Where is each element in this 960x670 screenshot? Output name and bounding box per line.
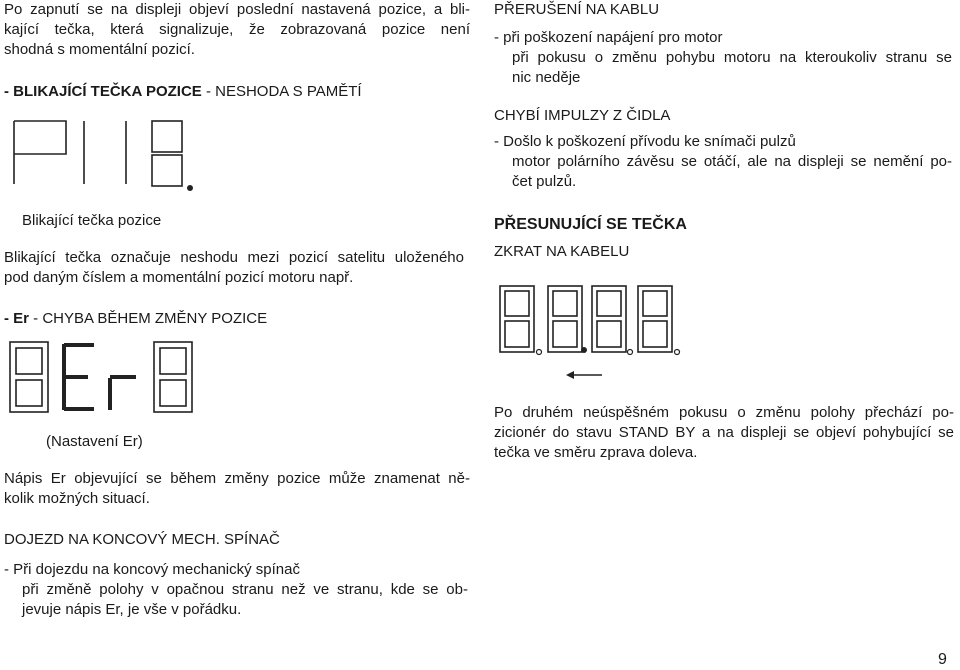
digit-8-4 bbox=[638, 286, 672, 352]
arrow-left-icon bbox=[566, 371, 602, 379]
description-3-line-1: Po druhém neúspěšném pokusu o změnu polohy přechází po- bbox=[494, 404, 954, 421]
dot-hollow bbox=[628, 350, 633, 355]
heading-rest-part: - NESHODA S PAMĚTÍ bbox=[201, 83, 362, 100]
caption-error-setting: (Nastavení Er) bbox=[46, 433, 143, 450]
end-switch-item-line-3: jevuje nápis Er, je vše v pořádku. bbox=[22, 601, 242, 618]
cable-break-item-line-3: nic neděje bbox=[512, 69, 581, 86]
description-3-line-2: zicionér do stavu STAND BY a na displeji se objeví pohybující se bbox=[494, 424, 954, 441]
caption-blinking-dot: Blikající tečka pozice bbox=[22, 212, 162, 229]
sensor-item-line-3: čet pulzů. bbox=[512, 173, 577, 190]
digit-8-2 bbox=[548, 286, 582, 352]
intro-line-1: Po zapnutí se na displeji objeví poslední nastavená pozice, a bli- bbox=[4, 1, 470, 18]
sensor-item-line-1: - Došlo k poškození přívodu ke snímači pulzů bbox=[494, 133, 796, 150]
intro-line-2: kající tečka, která signalizuje, že zobrazovaná pozice není bbox=[4, 21, 470, 38]
sensor-item-line-2: motor polárního závěsu se otáčí, ale na displeji se nemění po- bbox=[512, 153, 952, 170]
cable-break-item-line-1: - při poškození napájení pro motor bbox=[494, 29, 723, 46]
description-1-line-2: pod daným číslem a momentální pozicí motoru např. bbox=[4, 269, 354, 286]
page-number: 9 bbox=[938, 651, 947, 668]
dot-hollow bbox=[537, 350, 542, 355]
description-2-line-2: kolik možných situací. bbox=[4, 490, 150, 507]
heading-bold-part: - BLIKAJÍCÍ TEČKA POZICE bbox=[4, 83, 202, 100]
section-heading-end-switch: DOJEZD NA KONCOVÝ MECH. SPÍNAČ bbox=[4, 531, 280, 548]
description-1-line-1: Blikající tečka označuje neshodu mezi pozicí satelitu uloženého bbox=[4, 249, 464, 266]
cable-break-item-line-2: při pokusu o změnu pohybu motoru na kteroukoliv stranu se bbox=[512, 49, 952, 66]
subheading-short-circuit: ZKRAT NA KABELU bbox=[494, 243, 630, 260]
end-switch-item-line-2: při změně polohy v opačnou stranu než ve stranu, kde se ob- bbox=[22, 581, 468, 598]
section-heading-moving-dot: PŘESUNUJÍCÍ SE TEČKA bbox=[494, 216, 687, 233]
description-3-line-3: tečka ve směru zprava doleva. bbox=[494, 444, 698, 461]
end-switch-item-line-1: - Při dojezdu na koncový mechanický spínač bbox=[4, 561, 300, 578]
digit-8-3 bbox=[592, 286, 626, 352]
heading-rest-part: - CHYBA BĚHEM ZMĚNY POZICE bbox=[29, 310, 268, 327]
section-heading-sensor-pulses: CHYBÍ IMPULZY Z ČIDLA bbox=[494, 107, 671, 124]
dot-hollow bbox=[675, 350, 680, 355]
dot-active bbox=[581, 347, 587, 353]
section-heading-cable-break: PŘERUŠENÍ NA KABLU bbox=[494, 1, 660, 18]
digit-8-1 bbox=[500, 286, 534, 352]
intro-line-3: shodná s momentální pozicí. bbox=[4, 41, 195, 58]
heading-bold-part: - Er bbox=[4, 310, 30, 327]
description-2-line-1: Nápis Er objevující se během změny pozice může znamenat ně- bbox=[4, 470, 470, 487]
